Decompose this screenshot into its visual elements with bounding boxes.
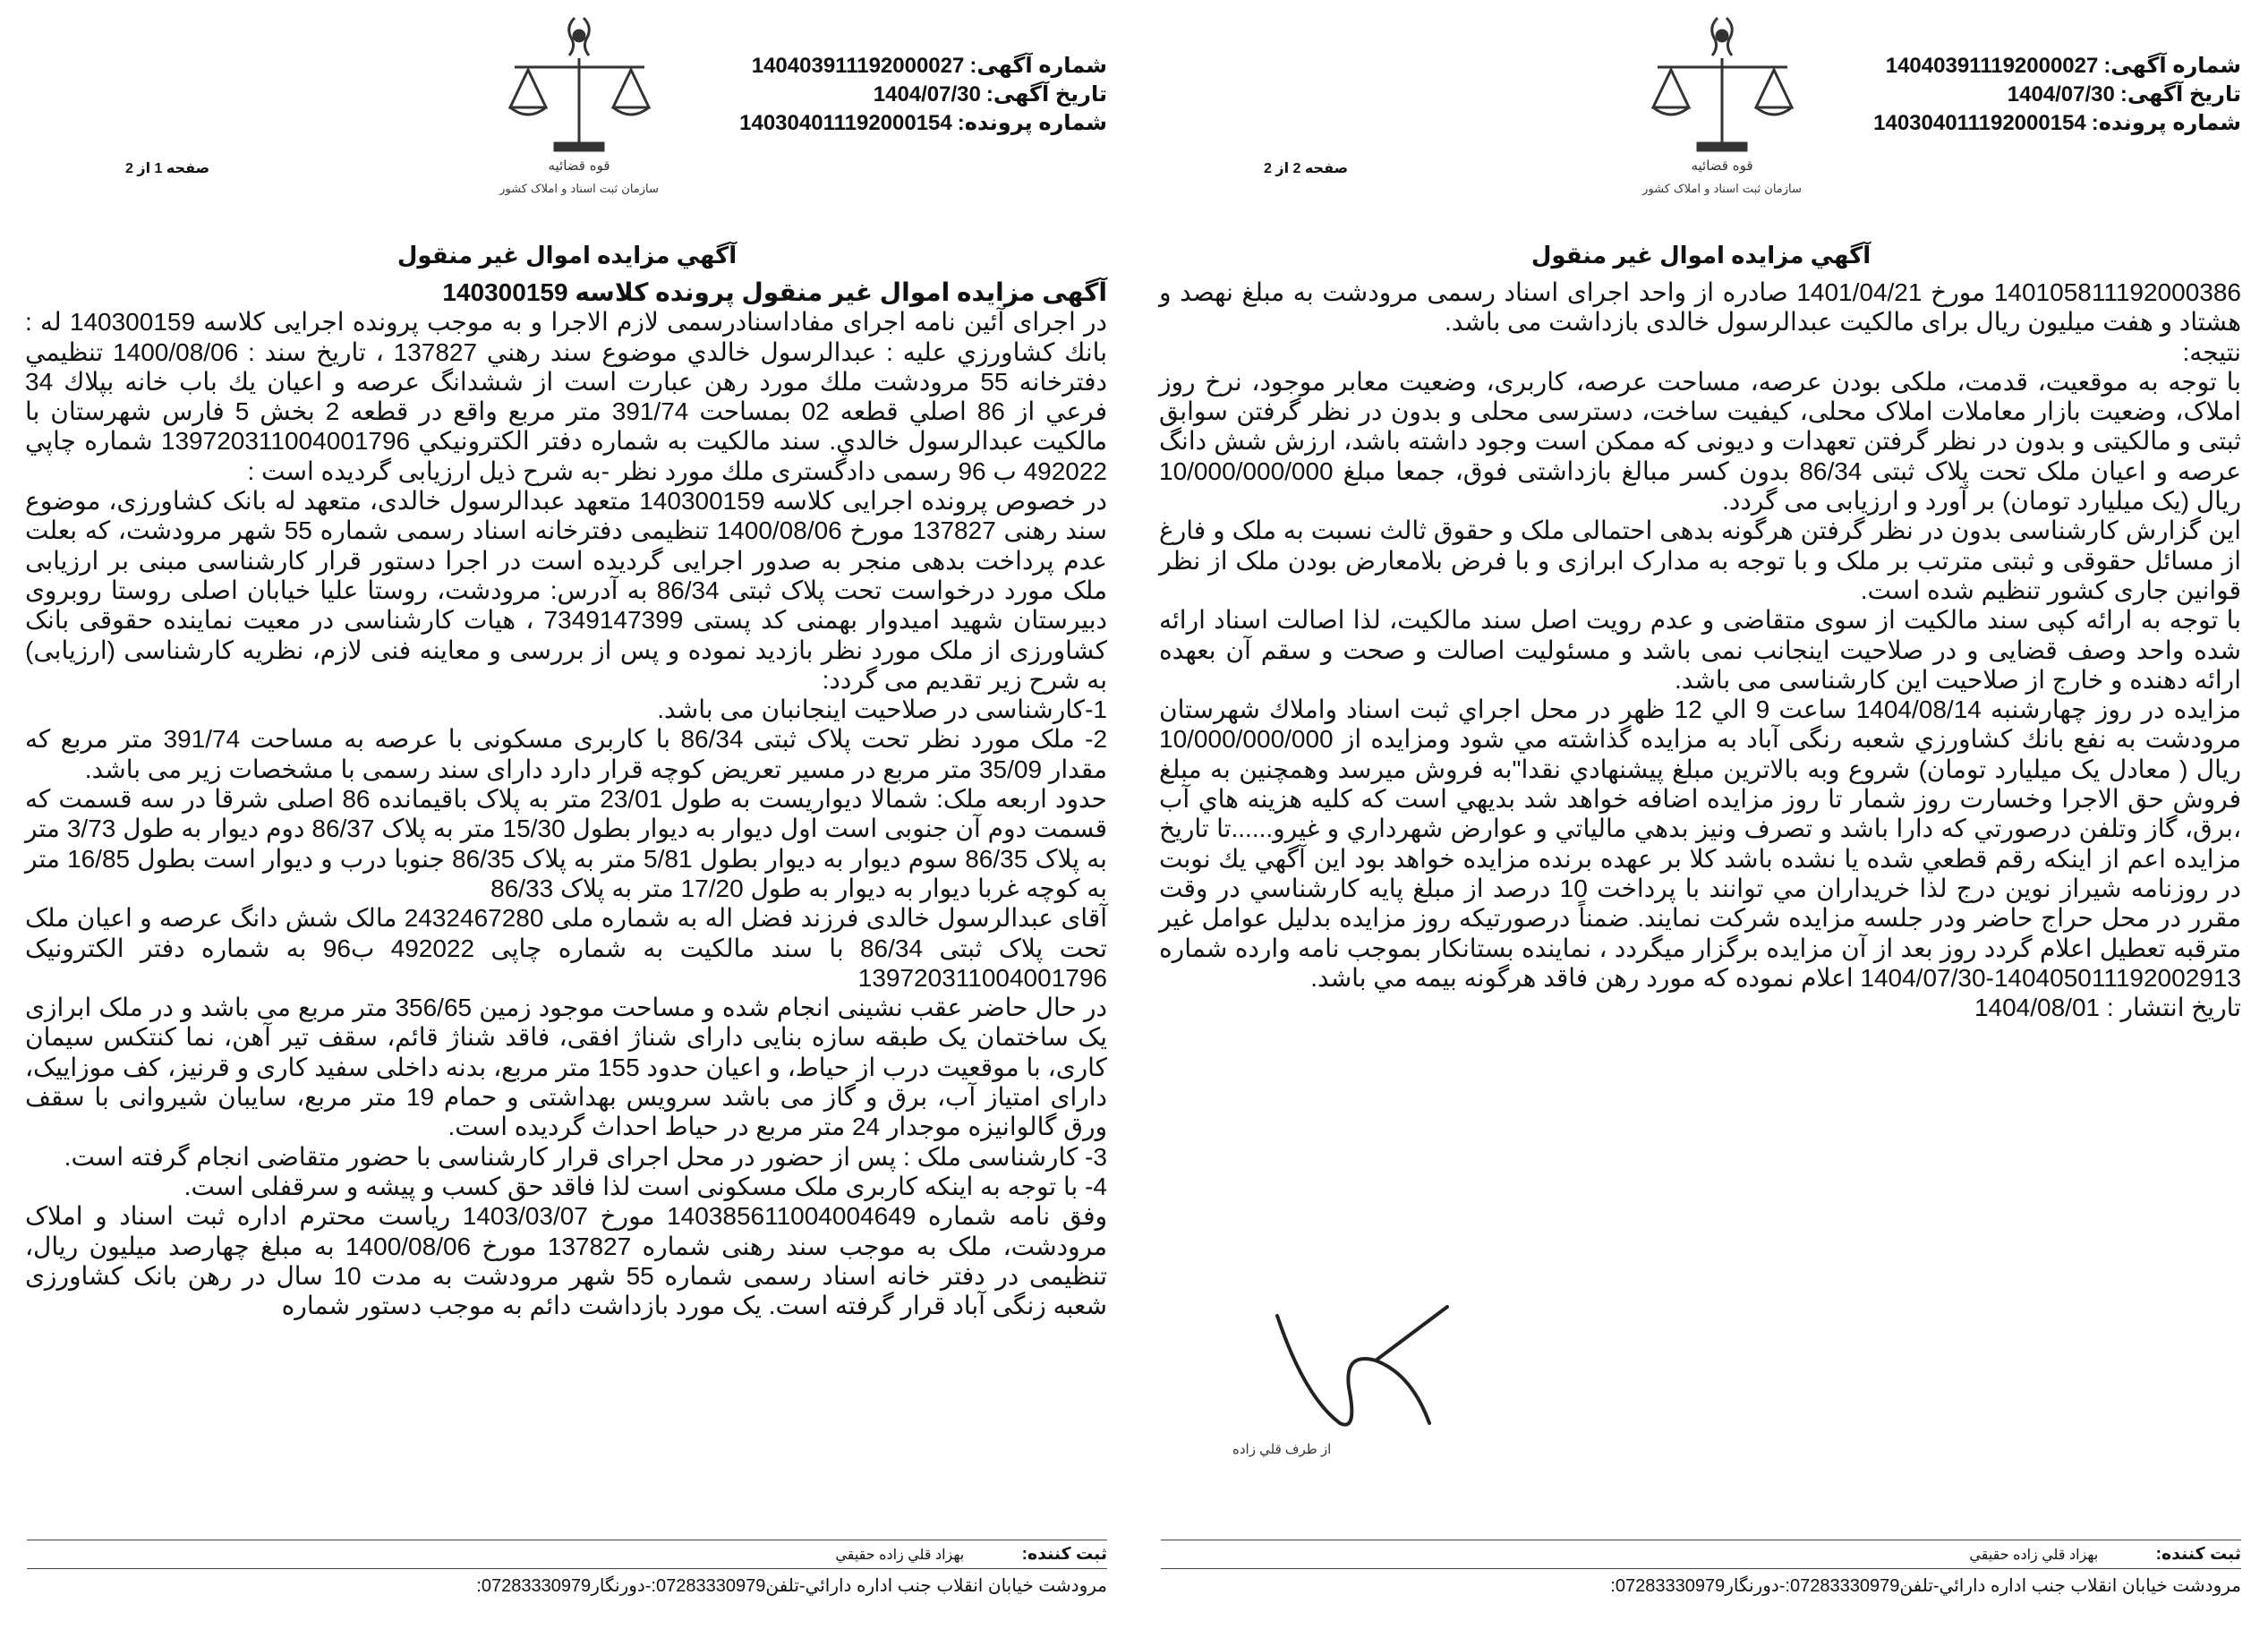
paragraph: با توجه به ارائه کپی سند مالکیت از سوی متقاضی و عدم رویت اصل سند مالکیت، لذا اصالت اسناد ارائه شده واحد وصف قضایی و در صلاحیت اینجانب نمی باشد و مسئولیت اصالت و صحت و سقم آن بعهده ارائه دهنده و خارج از صلاحیت این کارشناسی می باشد. <box>1159 606 2241 694</box>
registrar <box>27 1540 1107 1565</box>
paragraph: مزايده در روز چهارشنبه 1404/08/14 ساعت 9 الي 12 ظهر در محل اجراي ثبت اسناد واملاك شهرستان مرودشت به نفع بانك كشاورزي شعبه رنگی آباد به مزايده گذاشته مي شود ومزايده از 10/000/000/000 ریال ( معادل یک میلیارد تومان) شروع وبه بالاترين مبلغ پيشنهادي نقدا"به فروش ميرسد وهمچنين به مبلغ فروش حق الاجرا وخسارت روز شمار تا روز مزايده اضافه خواهد شد بديهي است كه كليه هزينه هاي آب ،برق، گاز وتلفن درصورتي كه دارا باشد و تصرف ونيز بدهي مالياتي و عوارض شهرداري و غيرو......تا تاريخ مزايده اعم از اينكه رقم قطعي شده يا نشده باشد كلا بر عهده برنده مزايده خواهد بود اين آگهي يك نوبت در روزنامه شيراز نوين درج لذا خريداران مي توانند با پرداخت 10 درصد از مبلغ پايه كارشناسي در وقت مقرر در محل حراج حاضر ودر جلسه مزايده شركت نمايند. ضمناً درصورتيكه روز مزايده بدليل عوامل غير مترقبه تعطيل اعلام گردد روز بعد از آن مزايده برگزار ميگردد ، نماينده بستانكار بموجب نامه وارده شماره 140405011192002913-1404/07/30 اعلام نموده كه مورد رهن فاقد هرگونه بيمه مي باشد. <box>1159 695 2241 992</box>
paragraph: آگهی مزایده اموال غیر منقول پرونده کلاسه 140300159 <box>442 278 1107 306</box>
notice-date-label: تاریخ آگهی: <box>985 82 1107 107</box>
page-title: آگهي مزايده اموال غير منقول <box>396 242 738 269</box>
notice-body <box>25 277 1107 1320</box>
notice-number-label: شماره آگهی: <box>2103 54 2241 78</box>
judiciary-emblem-icon <box>474 9 680 206</box>
emblem-subtitle: سازمان ثبت اسناد و املاک کشور <box>1642 183 1802 196</box>
file-number-label: شماره پرونده: <box>957 111 1107 135</box>
page-2 <box>1134 0 2268 1638</box>
paragraph: 3- کارشناسی ملک : پس از حضور در محل اجرای قرار کارشناسی با حضور متقاضی انجام گرفته است. <box>64 1142 1107 1171</box>
registrar <box>1161 1540 2241 1565</box>
registrar-name: بهزاد قلي زاده حقيقي <box>835 1548 965 1563</box>
signature-icon <box>1241 1280 1510 1459</box>
emblem-subtitle: سازمان ثبت اسناد و املاک کشور <box>499 183 659 196</box>
paragraph: 14010581119200038‌6 مورخ 1401/04/21 صادره از واحد اجرای اسناد رسمی مرودشت به مبلغ نهصد و هشتاد و هفت میلیون ریال برای مالکیت عبدالرسول خالدی بازداشت می باشد. <box>1159 278 2241 337</box>
paragraph: با توجه به موقعیت، قدمت، ملکی بودن عرصه، مساحت عرصه، کاربری، وضعیت معابر موجود، نرخ روز املاک، وضعیت بازار معاملات املاک محلی، کیفیت ساخت، دسترسی محلی و بدون در نظر گرفتن سوابق ثبتی و مالکیتی و بدون در نظر گرفتن تعهدات و دیونی که ممکن است وجود داشته باشد، ارزش شش دانگ عرصه و اعیان ملک تحت پلاک ثبتی 86/34 بدون کسر مبالغ بازداشتی فوق، جمعا مبلغ 10/000/000/000 ریال (یک میلیارد تومان) بر آورد و ارزیابی می گردد. <box>1159 367 2241 516</box>
paragraph: در اجرای آئین نامه اجرای مفاداسنادرسمی لازم الاجرا و به موجب پرونده اجرایی کلاسه 140300159 له : بانك كشاورزي عليه : عبدالرسول خالدي موضوع سند رهني 137827 ، تاریخ سند : 1400/08/06 تنظيمي دفترخانه 55 مرودشت ملك مورد رهن عبارت است از ششدانگ عرصه و اعيان يك باب خانه بپلاك 34 فرعي از 86 اصلي قطعه 02 بمساحت 391/74 متر مربع واقع در قطعه 2 بخش 5 فارس شهرستان با مالكيت عبدالرسول خالدي. سند مالكيت به شماره دفتر الكترونيكي 13972031100400179‌6 شماره چاپي 492022 ب 96 رسمی دادگستری ملك مورد نظر -به شرح ذيل ارزيابی گرديده است : <box>25 308 1108 485</box>
notice-number: 140403911192000027 <box>751 54 965 78</box>
paragraph: 4- با توجه به اینکه کاربری ملک مسکونی است لذا فاقد حق کسب و پیشه و سرقفلی است. <box>183 1172 1107 1200</box>
notice-number: 140403911192000027 <box>1885 54 2099 78</box>
paragraph: 1-کارشناسی در صلاحیت اینجانبان می باشد. <box>657 695 1107 724</box>
registrar-label: ثبت کننده: <box>2155 1545 2241 1564</box>
notice-meta <box>1873 52 2241 138</box>
notice-body <box>1159 277 2241 1022</box>
paragraph: در حال حاضر عقب نشینی انجام شده و مساحت موجود زمین 356/65 متر مربع می باشد و در ملک ابرازی یک ساختمان یک طبقه سازه بنایی دارای شناژ افقی، فاقد شناژ قائم، سقف تیر آهن، نما کنتکس سیمان کاری، با موقعیت درب از حیاط، و اعیان حدود 155 متر مربع، بدنه داخلی سفید کاری و قرنیز، کف موزاییک، دارای امتیاز آب، برق و گاز می باشد سرویس بهداشتی و حمام 19 متر مربع، سایبان شیروانی با سقف ورق گالوانیزه موجدار 24 متر مربع در حیاط احداث گردیده است. <box>25 994 1108 1141</box>
publication-date: تاریخ انتشار : 1404/08/01 <box>1974 994 2241 1022</box>
paragraph: وفق نامه شماره 140385611004004649 مورخ 1403/03/07 ریاست محترم اداره ثبت اسناد و املاک مرودشت، ملک به موجب سند رهنی شماره 137827 مورخ 1400/08/06 به مبلغ چهارصد میلیون ریال، تنظیمی در دفتر خانه اسناد رسمی شماره 55 شهر مرودشت به مدت 10 سال در رهن بانک کشاورزی شعبه زنگی آباد قرار گرفته است. یک مورد بازداشت دائم به موجب دستور شماره <box>25 1202 1108 1320</box>
page-title: آگهي مزايده اموال غير منقول <box>1530 242 1872 269</box>
emblem-title: قوه قضائیه <box>548 158 610 174</box>
office-footer: مرودشت خيابان انقلاب جنب اداره دارائي-تلفن07283330979:-دورنگار07283330979: <box>27 1568 1107 1597</box>
file-number: 140304011192000154 <box>739 111 952 135</box>
notice-date: 1404/07/30 <box>2007 82 2115 107</box>
page-number: صفحه 2 از 2 <box>1264 161 1349 176</box>
office-footer: مرودشت خيابان انقلاب جنب اداره دارائي-تلفن07283330979:-دورنگار07283330979: <box>1161 1568 2241 1597</box>
notice-date: 1404/07/30 <box>873 82 981 107</box>
notice-date-label: تاریخ آگهی: <box>2119 82 2241 107</box>
paragraph: حدود اربعه ملک: شمالا دیواریست به طول 23/01 متر به پلاک باقیمانده 86 اصلی شرقا در سه قسمت که قسمت دوم آن جنوبی است اول دیوار به دیوار بطول 15/30 متر به پلاک 86/37 دوم دیوار به طول 3/73 متر به پلاک 86/35 سوم دیوار به دیوار بطول 5/81 متر به پلاک 86/35 جنوبا درب و دیوار است بطول 16/85 متر به کوچه غربا دیوار به دیوار به طول 17/20 متر به پلاک 86/33 <box>25 785 1107 902</box>
registrar-label: ثبت کننده: <box>1021 1545 1107 1564</box>
notice-meta <box>739 52 1107 138</box>
paragraph: 2- ملک مورد نظر تحت پلاک ثبتی 86/34 با کاربری مسکونی با عرصه به مساحت 391/74 متر مربع که مقدار 35/09 متر مربع در مسیر تعریض کوچه قرار دارد دارای سند رسمی با مشخصات زیر می باشد. <box>25 725 1108 783</box>
file-number-label: شماره پرونده: <box>2091 111 2241 135</box>
paragraph: این گزارش کارشناسی بدون در نظر گرفتن هرگونه بدهی احتمالی ملک و حقوق ثالث نسبت به ملک و فارغ از مسائل حقوقی و ثبتی مترتب بر ملک و با توجه به مدارک ابرازی و با فرض بلامعارض بودن ملک از نظر قوانین جاری کشور تنظیم شده است. <box>1159 516 2241 604</box>
notice-number-label: شماره آگهی: <box>969 54 1107 78</box>
paragraph: آقای عبدالرسول خالدی فرزند فضل اله به شماره ملی 2432467280 مالک شش دانگ عرصه و اعیان ملک تحت پلاک ثبتی 86/34 با سند مالکیت به شماره چاپی 492022 ب96 به شماره دفتر الکترونیک 139720311004001796 <box>25 904 1108 992</box>
file-number: 140304011192000154 <box>1873 111 2086 135</box>
judiciary-emblem-icon <box>1617 9 1823 206</box>
registrar-name: بهزاد قلي زاده حقيقي <box>1969 1548 2099 1563</box>
signature-caption: از طرف قلي زاده <box>1232 1442 1332 1457</box>
page-number: صفحه 1 از 2 <box>125 161 210 176</box>
paragraph: نتیجه: <box>2182 337 2241 366</box>
emblem-title: قوه قضائیه <box>1691 158 1753 174</box>
paragraph: در خصوص پرونده اجرایی کلاسه 140300159 متعهد عبدالرسول خالدی، متعهد له بانک کشاورزی، موضوع سند رهنی 137827 مورخ 1400/08/06 تنظیمی دفترخانه اسناد رسمی شماره 55 شهر مرودشت، که بعلت عدم پرداخت بدهی منجر به صدور اجرایی گردیده است در اجرا دستور قرار کارشناسی مبنی بر ارزیابی ملک مورد درخواست تحت پلاک ثبتی 86/34 به آدرس: مرودشت، روستا علیا خیابان اصلی روستا روبروی دبیرستان شهید امیدوار بهمنی کد پستی 7349147399 ، هیات کارشناسی در معیت نماینده حقوقی بانک کشاورزی از ملک مورد نظر بازدید نموده و پس از بررسی و معاینه فنی لازم، نظریه کارشناسی (ارزیابی) به شرح زیر تقدیم می گردد: <box>25 487 1107 694</box>
